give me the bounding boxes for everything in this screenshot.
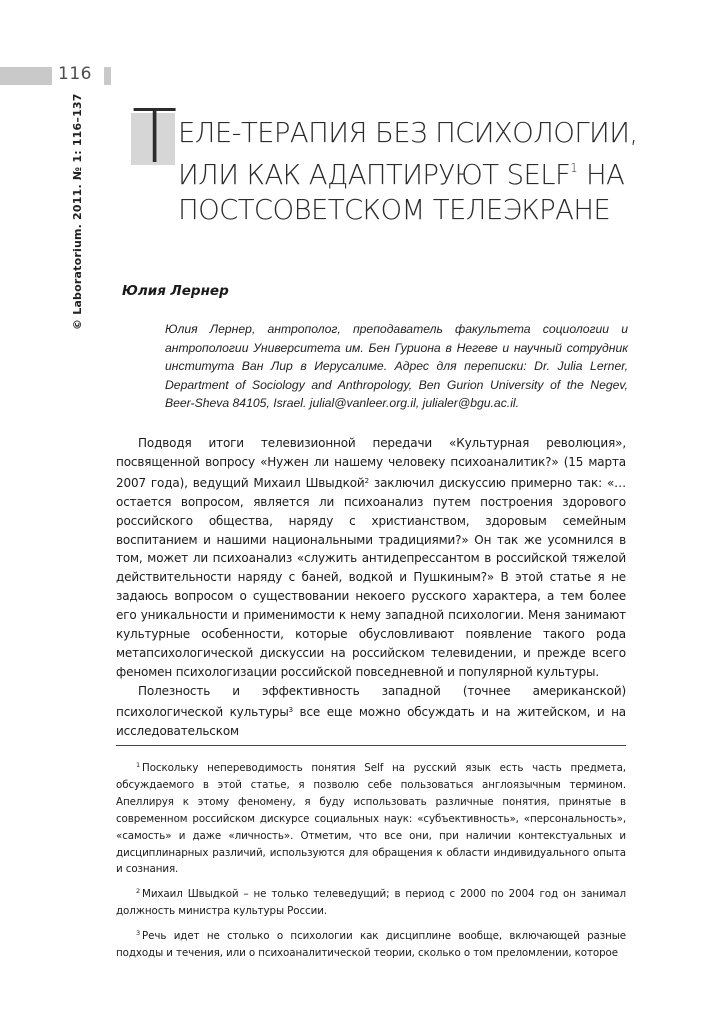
paragraph-1-text-cont: заключил дискуссию примерно так: «…остается вопросом, является ли психоанализ путем построения здорового российского общества, наряду с христианством, здоровым семейным воспитанием и нашими национальными традициями?» Он так же усомнился в том, может ли психоанализ «служить антидепрессантом в российской тяжелой действительности наряду с баней, водкой и Пушкиным?» В этой статье я не задаюсь вопросом о существовании некоего русского характера, а тем более его уникальности и применимости к нему западной психологии. Меня занимают культурные особенности, которые обусловливают появление такого рода метапсихологической дискуссии на российском телевидении, и прежде всего феномен психологизации российской повседневной и популярной культуры. (116, 475, 627, 679)
paragraph-2 (116, 682, 626, 741)
footnote-3-text: Речь идет не столько о психологии как дисциплине вообще, включающей разные подходы и течения, или о психоаналитической теории, сколько о том преломлении, которое (116, 930, 626, 960)
title-line-1: ЕЛЕ-ТЕРАПИЯ БЕЗ ПСИХОЛОГИИ, (178, 117, 638, 149)
page-number: 116 (58, 64, 92, 84)
author-name: Юлия Лернер (122, 283, 229, 299)
title-line-2-text: ИЛИ КАК АДАПТИРУЮТ SELF (178, 159, 571, 191)
title-dropcap: Т (132, 94, 178, 180)
footnote-1-number: 1 (136, 761, 141, 769)
footnote-3-number: 3 (136, 929, 141, 938)
title-line-2 (178, 151, 698, 193)
footnote-ref-2[interactable]: 2 (364, 476, 369, 485)
page-tab-right (104, 67, 111, 85)
page-tab-left (0, 67, 52, 85)
article-title (178, 116, 698, 228)
author-affiliation: Юлия Лернер, антрополог, преподаватель факультета социологии и антропологии Университета им. Бен Гуриона в Негеве и научный сотрудник института Ван Лир в Иерусалиме. Адрес для переписки: Dr. Julia Lerner, Department of Sociology and Anthropology, Ben Gurion University of the Negev, Beer-Sheva 84105, Israel. julial@vanleer.org.il, julialer@bgu.ac.il. (165, 322, 628, 410)
title-line-2-tail: НА (577, 159, 625, 191)
footnote-ref-3[interactable]: 3 (288, 705, 293, 714)
footnote-3 (116, 925, 626, 962)
footnote-2-number: 2 (136, 887, 141, 896)
paragraph-2-text-cont: все еще можно обсуждать и на житейском, и на исследовательском (116, 704, 626, 738)
footnote-2-text: Михаил Швыдкой – не только телеведущий; в период с 2000 по 2004 год он занимал должность министра культуры России. (116, 888, 626, 918)
footnote-1 (116, 757, 626, 878)
footnote-1-text: Поскольку непереводимость понятия Self на русский язык есть часть предмета, обсуждаемого в этой статье, я позволю себе пользоваться англоязычным термином. Апеллируя к этому феномену, я буду использовать различные понятия, принятые в современном российском дискурсе социальных наук: «субъективность», «персональность», «самость» и даже «личность». Отметим, что все они, при наличии контекстуальных и дисциплинарных различий, используются для обращения к области индивидуального опыта и сознания. (116, 762, 626, 876)
title-line-3: ПОСТСОВЕТСКОМ ТЕЛЕЭКРАНЕ (178, 194, 611, 226)
footnote-ref-1[interactable]: 1 (570, 161, 578, 175)
paragraph-1-text: Подводя итоги телевизионной передачи «Культурная революция», посвященной вопросу «Нужен ли нашему человеку психоаналитик?» (15 марта 2007 года), ведущий Михаил Швыдкой (116, 436, 626, 490)
paragraph-1 (116, 434, 626, 682)
footnote-2 (116, 883, 626, 920)
paragraph-2-text: Полезность и эффективность западной (точнее американской) психологической культуры (116, 683, 626, 719)
footnote-divider (116, 745, 626, 746)
article-body (116, 434, 626, 741)
journal-citation: © Laboratorium. 2011. № 1: 116–137 (71, 93, 84, 330)
footnotes (116, 757, 626, 967)
